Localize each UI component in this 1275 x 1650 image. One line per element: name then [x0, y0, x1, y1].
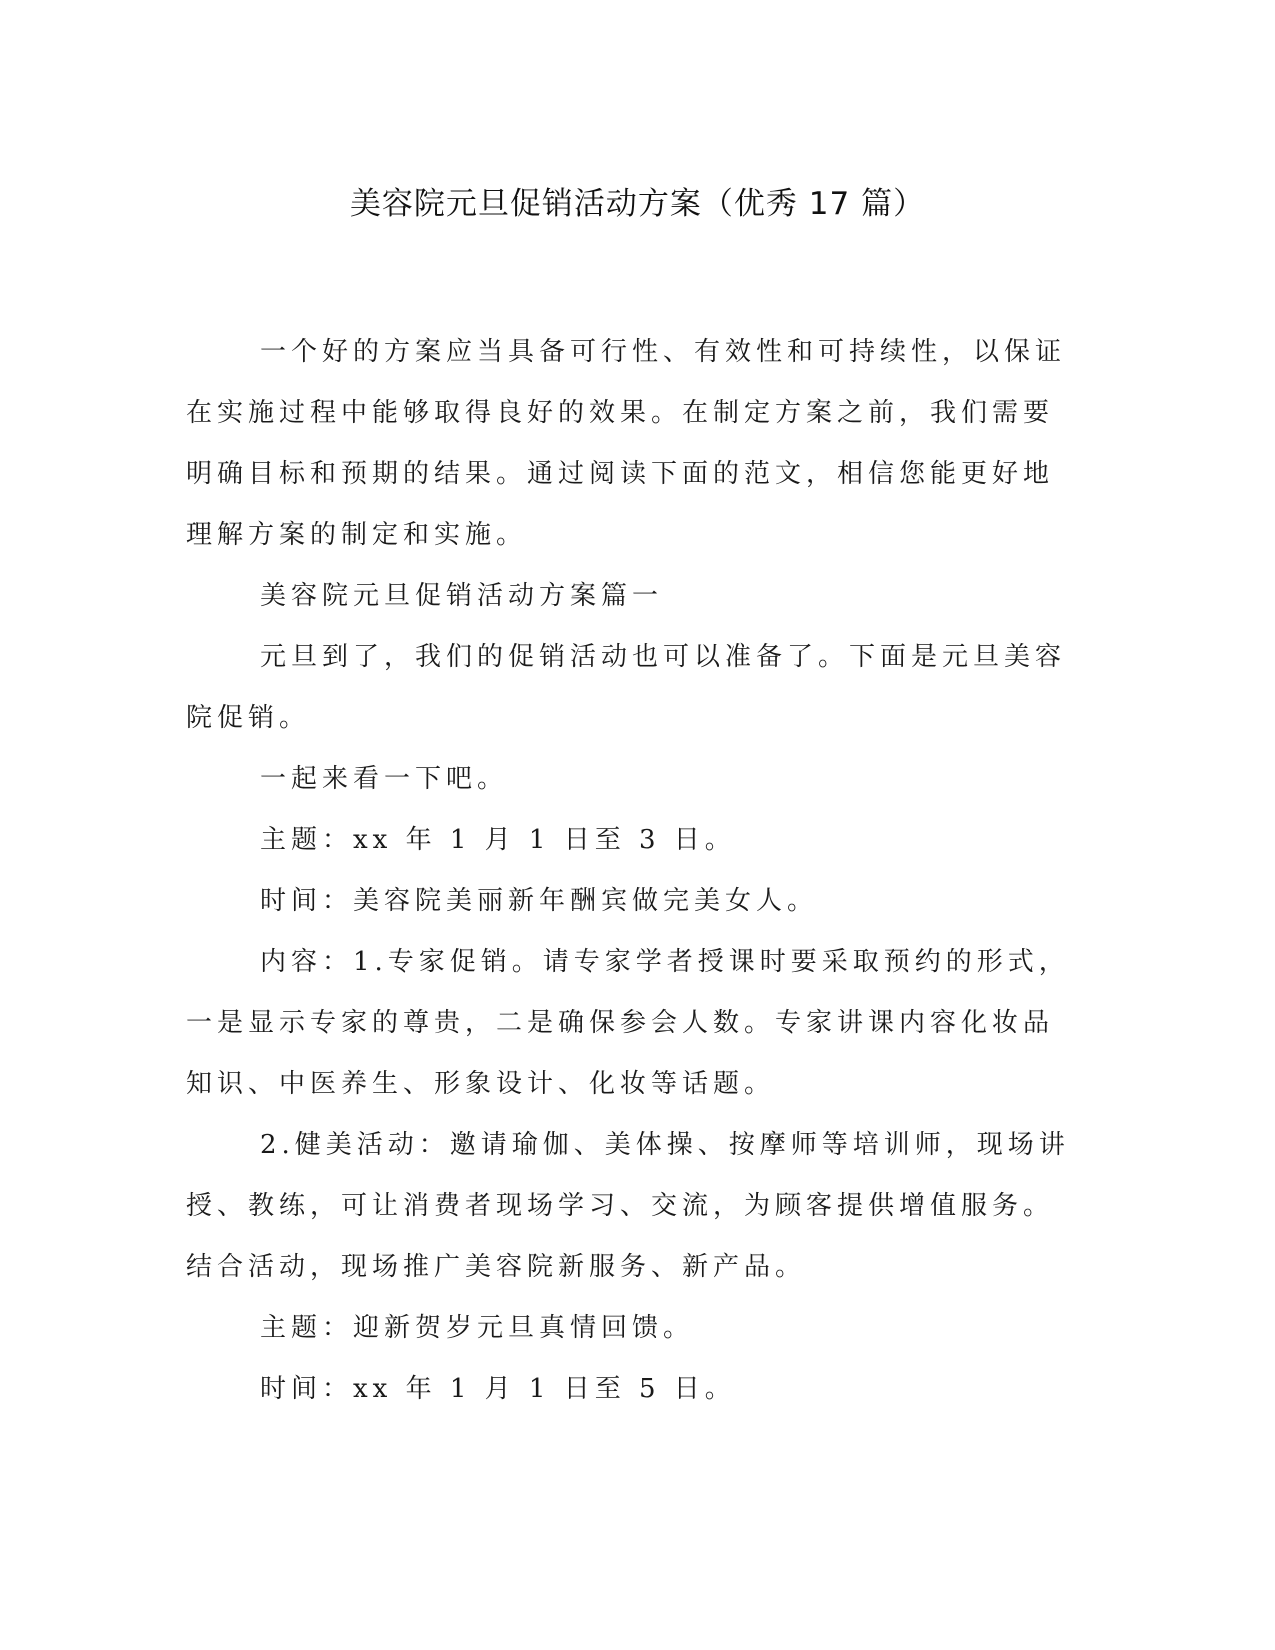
paragraph-theme: 主题：xx 年 1 月 1 日至 3 日。	[260, 825, 736, 855]
paragraph-time: 时间：美容院美丽新年酬宾做完美女人。	[260, 886, 819, 916]
paragraph: 一起来看一下吧。	[260, 764, 509, 794]
section-heading: 美容院元旦促销活动方案篇一	[260, 581, 664, 611]
paragraph-intro: 一个好的方案应当具备可行性、有效性和可持续性，以保证在实施过程中能够取得良好的效果。在制定方案之前，我们需要明确目标和预期的结果。通过阅读下面的范文，相信您能更好地理解方案的制定和实施。	[186, 337, 1067, 550]
paragraph-content: 内容：1.专家促销。请专家学者授课时要采取预约的形式，一是显示专家的尊贵，二是确保参会人数。专家讲课内容化妆品知识、中医养生、形象设计、化妆等话题。	[186, 947, 1070, 1099]
paragraph: 元旦到了，我们的促销活动也可以准备了。下面是元旦美容院促销。	[186, 642, 1067, 733]
paragraph-theme: 主题：迎新贺岁元旦真情回馈。	[260, 1313, 695, 1343]
paragraph-fitness: 2.健美活动：邀请瑜伽、美体操、按摩师等培训师，现场讲授、教练，可让消费者现场学习、交流，为顾客提供增值服务。结合活动，现场推广美容院新服务、新产品。	[186, 1130, 1070, 1282]
document-title: 美容院元旦促销活动方案（优秀 17 篇）	[349, 186, 926, 222]
paragraph-time: 时间：xx 年 1 月 1 日至 5 日。	[260, 1374, 736, 1404]
document-body	[186, 322, 1081, 1420]
